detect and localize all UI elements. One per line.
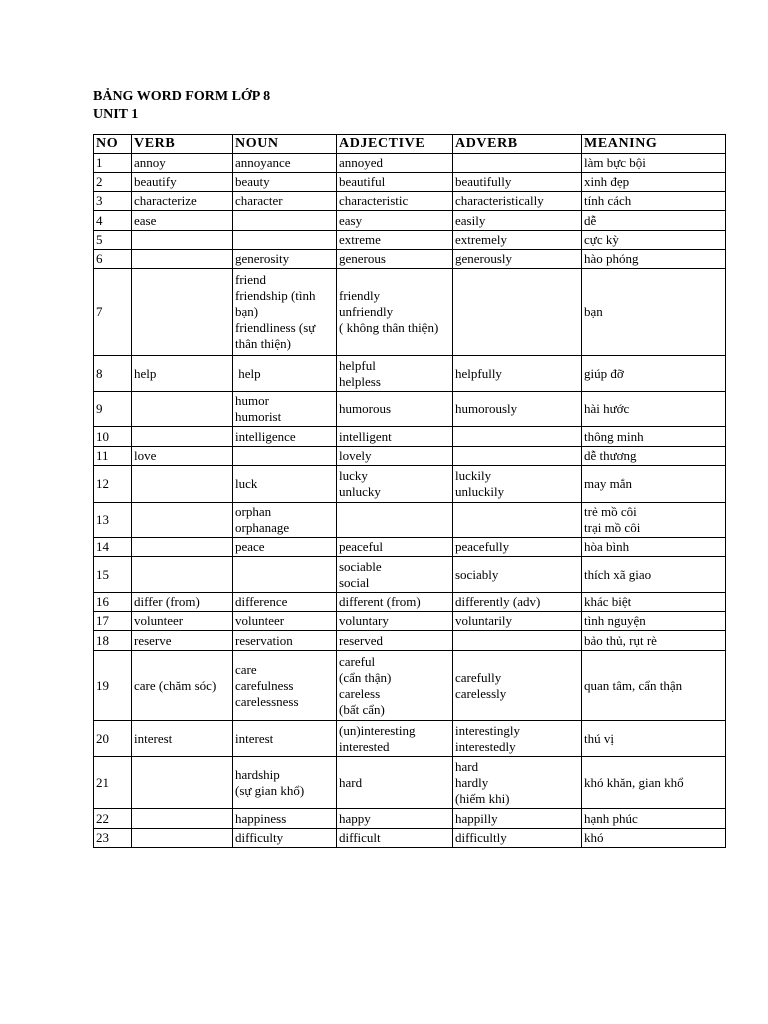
cell-noun: peace bbox=[233, 538, 337, 557]
header-meaning: MEANING bbox=[582, 135, 726, 154]
cell-noun: beauty bbox=[233, 173, 337, 192]
table-row bbox=[94, 651, 726, 721]
table-row bbox=[94, 250, 726, 269]
cell-meaning: xinh đẹp bbox=[582, 173, 726, 192]
cell-adverb: helpfully bbox=[453, 356, 582, 392]
header-adverb: ADVERB bbox=[453, 135, 582, 154]
cell-adjective: annoyed bbox=[337, 154, 453, 173]
cell-no: 13 bbox=[94, 503, 132, 538]
cell-meaning: khó khăn, gian khổ bbox=[582, 757, 726, 809]
cell-noun bbox=[233, 557, 337, 593]
cell-adjective: hard bbox=[337, 757, 453, 809]
cell-meaning: bạn bbox=[582, 269, 726, 356]
cell-no: 2 bbox=[94, 173, 132, 192]
table-row bbox=[94, 757, 726, 809]
cell-adverb: characteristically bbox=[453, 192, 582, 211]
cell-adjective bbox=[337, 503, 453, 538]
cell-adjective: easy bbox=[337, 211, 453, 231]
cell-adverb bbox=[453, 631, 582, 651]
cell-adjective: different (from) bbox=[337, 593, 453, 612]
cell-adverb: happilly bbox=[453, 809, 582, 829]
cell-verb bbox=[132, 250, 233, 269]
word-form-table bbox=[93, 134, 726, 848]
cell-meaning: khác biệt bbox=[582, 593, 726, 612]
cell-no: 3 bbox=[94, 192, 132, 211]
cell-noun: friend friendship (tình bạn) friendliness (sự thân thiện) bbox=[233, 269, 337, 356]
cell-no: 5 bbox=[94, 231, 132, 250]
cell-verb: help bbox=[132, 356, 233, 392]
cell-adjective: humorous bbox=[337, 392, 453, 427]
cell-meaning: thích xã giao bbox=[582, 557, 726, 593]
table-row bbox=[94, 192, 726, 211]
cell-adjective: difficult bbox=[337, 829, 453, 848]
cell-verb bbox=[132, 809, 233, 829]
table-row bbox=[94, 269, 726, 356]
table-row bbox=[94, 631, 726, 651]
cell-meaning: thú vị bbox=[582, 721, 726, 757]
cell-verb: beautify bbox=[132, 173, 233, 192]
table-row bbox=[94, 593, 726, 612]
cell-verb bbox=[132, 466, 233, 503]
cell-meaning: hào phóng bbox=[582, 250, 726, 269]
table-row bbox=[94, 612, 726, 631]
cell-verb bbox=[132, 503, 233, 538]
cell-no: 20 bbox=[94, 721, 132, 757]
cell-noun: care carefulness carelessness bbox=[233, 651, 337, 721]
cell-no: 22 bbox=[94, 809, 132, 829]
cell-noun: volunteer bbox=[233, 612, 337, 631]
cell-meaning: may mắn bbox=[582, 466, 726, 503]
cell-no: 12 bbox=[94, 466, 132, 503]
cell-adjective: voluntary bbox=[337, 612, 453, 631]
cell-verb: volunteer bbox=[132, 612, 233, 631]
table-row bbox=[94, 503, 726, 538]
cell-adjective: reserved bbox=[337, 631, 453, 651]
cell-verb bbox=[132, 427, 233, 447]
cell-no: 18 bbox=[94, 631, 132, 651]
header-no: NO bbox=[94, 135, 132, 154]
cell-noun: hardship (sự gian khổ) bbox=[233, 757, 337, 809]
cell-adverb bbox=[453, 427, 582, 447]
cell-noun: luck bbox=[233, 466, 337, 503]
cell-no: 15 bbox=[94, 557, 132, 593]
cell-noun: generosity bbox=[233, 250, 337, 269]
cell-adverb: interestingly interestedly bbox=[453, 721, 582, 757]
cell-adjective: (un)interesting interested bbox=[337, 721, 453, 757]
table-row bbox=[94, 211, 726, 231]
cell-noun bbox=[233, 231, 337, 250]
cell-adjective: intelligent bbox=[337, 427, 453, 447]
document-subtitle: UNIT 1 bbox=[93, 107, 139, 122]
cell-no: 7 bbox=[94, 269, 132, 356]
cell-noun: annoyance bbox=[233, 154, 337, 173]
cell-verb bbox=[132, 231, 233, 250]
cell-adjective: extreme bbox=[337, 231, 453, 250]
cell-adverb: difficultly bbox=[453, 829, 582, 848]
cell-adverb: voluntarily bbox=[453, 612, 582, 631]
cell-adjective: peaceful bbox=[337, 538, 453, 557]
cell-noun: interest bbox=[233, 721, 337, 757]
table-row bbox=[94, 829, 726, 848]
cell-adjective: beautiful bbox=[337, 173, 453, 192]
cell-noun: intelligence bbox=[233, 427, 337, 447]
cell-meaning: khó bbox=[582, 829, 726, 848]
table-row bbox=[94, 392, 726, 427]
cell-no: 1 bbox=[94, 154, 132, 173]
cell-no: 17 bbox=[94, 612, 132, 631]
table-row bbox=[94, 154, 726, 173]
cell-no: 9 bbox=[94, 392, 132, 427]
cell-meaning: hạnh phúc bbox=[582, 809, 726, 829]
cell-adverb: sociably bbox=[453, 557, 582, 593]
header-verb: VERB bbox=[132, 135, 233, 154]
cell-verb bbox=[132, 538, 233, 557]
table-row bbox=[94, 557, 726, 593]
cell-verb bbox=[132, 557, 233, 593]
cell-adjective: careful (cẩn thận) careless (bất cẩn) bbox=[337, 651, 453, 721]
cell-adverb: humorously bbox=[453, 392, 582, 427]
cell-adverb: extremely bbox=[453, 231, 582, 250]
cell-verb: interest bbox=[132, 721, 233, 757]
document-title: BẢNG WORD FORM LỚP 8 bbox=[93, 89, 271, 104]
cell-meaning: thông minh bbox=[582, 427, 726, 447]
table-header-row bbox=[94, 135, 726, 154]
cell-no: 11 bbox=[94, 447, 132, 466]
cell-verb: annoy bbox=[132, 154, 233, 173]
cell-adverb: generously bbox=[453, 250, 582, 269]
table-row bbox=[94, 466, 726, 503]
cell-verb bbox=[132, 269, 233, 356]
cell-adverb: easily bbox=[453, 211, 582, 231]
cell-adverb: hard hardly (hiếm khi) bbox=[453, 757, 582, 809]
cell-no: 14 bbox=[94, 538, 132, 557]
cell-meaning: cực kỳ bbox=[582, 231, 726, 250]
cell-verb bbox=[132, 392, 233, 427]
cell-no: 21 bbox=[94, 757, 132, 809]
cell-verb: care (chăm sóc) bbox=[132, 651, 233, 721]
cell-meaning: quan tâm, cẩn thận bbox=[582, 651, 726, 721]
cell-noun: difference bbox=[233, 593, 337, 612]
cell-noun: orphan orphanage bbox=[233, 503, 337, 538]
cell-adverb: carefully carelessly bbox=[453, 651, 582, 721]
cell-adjective: characteristic bbox=[337, 192, 453, 211]
cell-adverb bbox=[453, 154, 582, 173]
cell-meaning: hài hước bbox=[582, 392, 726, 427]
cell-meaning: dễ thương bbox=[582, 447, 726, 466]
cell-verb bbox=[132, 829, 233, 848]
cell-verb: differ (from) bbox=[132, 593, 233, 612]
cell-adverb bbox=[453, 269, 582, 356]
table-row bbox=[94, 538, 726, 557]
cell-no: 10 bbox=[94, 427, 132, 447]
table-row bbox=[94, 721, 726, 757]
cell-adjective: friendly unfriendly ( không thân thiện) bbox=[337, 269, 453, 356]
cell-adjective: lucky unlucky bbox=[337, 466, 453, 503]
cell-adjective: lovely bbox=[337, 447, 453, 466]
cell-adverb bbox=[453, 447, 582, 466]
cell-adjective: sociable social bbox=[337, 557, 453, 593]
table-row bbox=[94, 356, 726, 392]
table-row bbox=[94, 447, 726, 466]
cell-meaning: dễ bbox=[582, 211, 726, 231]
cell-noun: humor humorist bbox=[233, 392, 337, 427]
cell-adjective: helpful helpless bbox=[337, 356, 453, 392]
cell-noun: reservation bbox=[233, 631, 337, 651]
table-row bbox=[94, 231, 726, 250]
cell-verb: characterize bbox=[132, 192, 233, 211]
cell-no: 4 bbox=[94, 211, 132, 231]
cell-meaning: hòa bình bbox=[582, 538, 726, 557]
cell-no: 23 bbox=[94, 829, 132, 848]
cell-meaning: làm bực bội bbox=[582, 154, 726, 173]
cell-adjective: generous bbox=[337, 250, 453, 269]
cell-adverb bbox=[453, 503, 582, 538]
cell-noun bbox=[233, 447, 337, 466]
cell-adverb: peacefully bbox=[453, 538, 582, 557]
table-row bbox=[94, 173, 726, 192]
cell-no: 19 bbox=[94, 651, 132, 721]
cell-noun bbox=[233, 211, 337, 231]
cell-adverb: beautifully bbox=[453, 173, 582, 192]
cell-verb bbox=[132, 757, 233, 809]
cell-meaning: bảo thủ, rụt rè bbox=[582, 631, 726, 651]
cell-meaning: giúp đỡ bbox=[582, 356, 726, 392]
cell-verb: ease bbox=[132, 211, 233, 231]
cell-verb: love bbox=[132, 447, 233, 466]
cell-meaning: tình nguyện bbox=[582, 612, 726, 631]
table-row bbox=[94, 427, 726, 447]
cell-noun: character bbox=[233, 192, 337, 211]
cell-adverb: luckily unluckily bbox=[453, 466, 582, 503]
table-row bbox=[94, 809, 726, 829]
cell-no: 8 bbox=[94, 356, 132, 392]
cell-noun: happiness bbox=[233, 809, 337, 829]
cell-noun: help bbox=[233, 356, 337, 392]
cell-no: 6 bbox=[94, 250, 132, 269]
header-noun: NOUN bbox=[233, 135, 337, 154]
cell-meaning: trẻ mồ côi trại mồ côi bbox=[582, 503, 726, 538]
cell-noun: difficulty bbox=[233, 829, 337, 848]
cell-adverb: differently (adv) bbox=[453, 593, 582, 612]
cell-meaning: tính cách bbox=[582, 192, 726, 211]
cell-verb: reserve bbox=[132, 631, 233, 651]
header-adjective: ADJECTIVE bbox=[337, 135, 453, 154]
cell-adjective: happy bbox=[337, 809, 453, 829]
cell-no: 16 bbox=[94, 593, 132, 612]
